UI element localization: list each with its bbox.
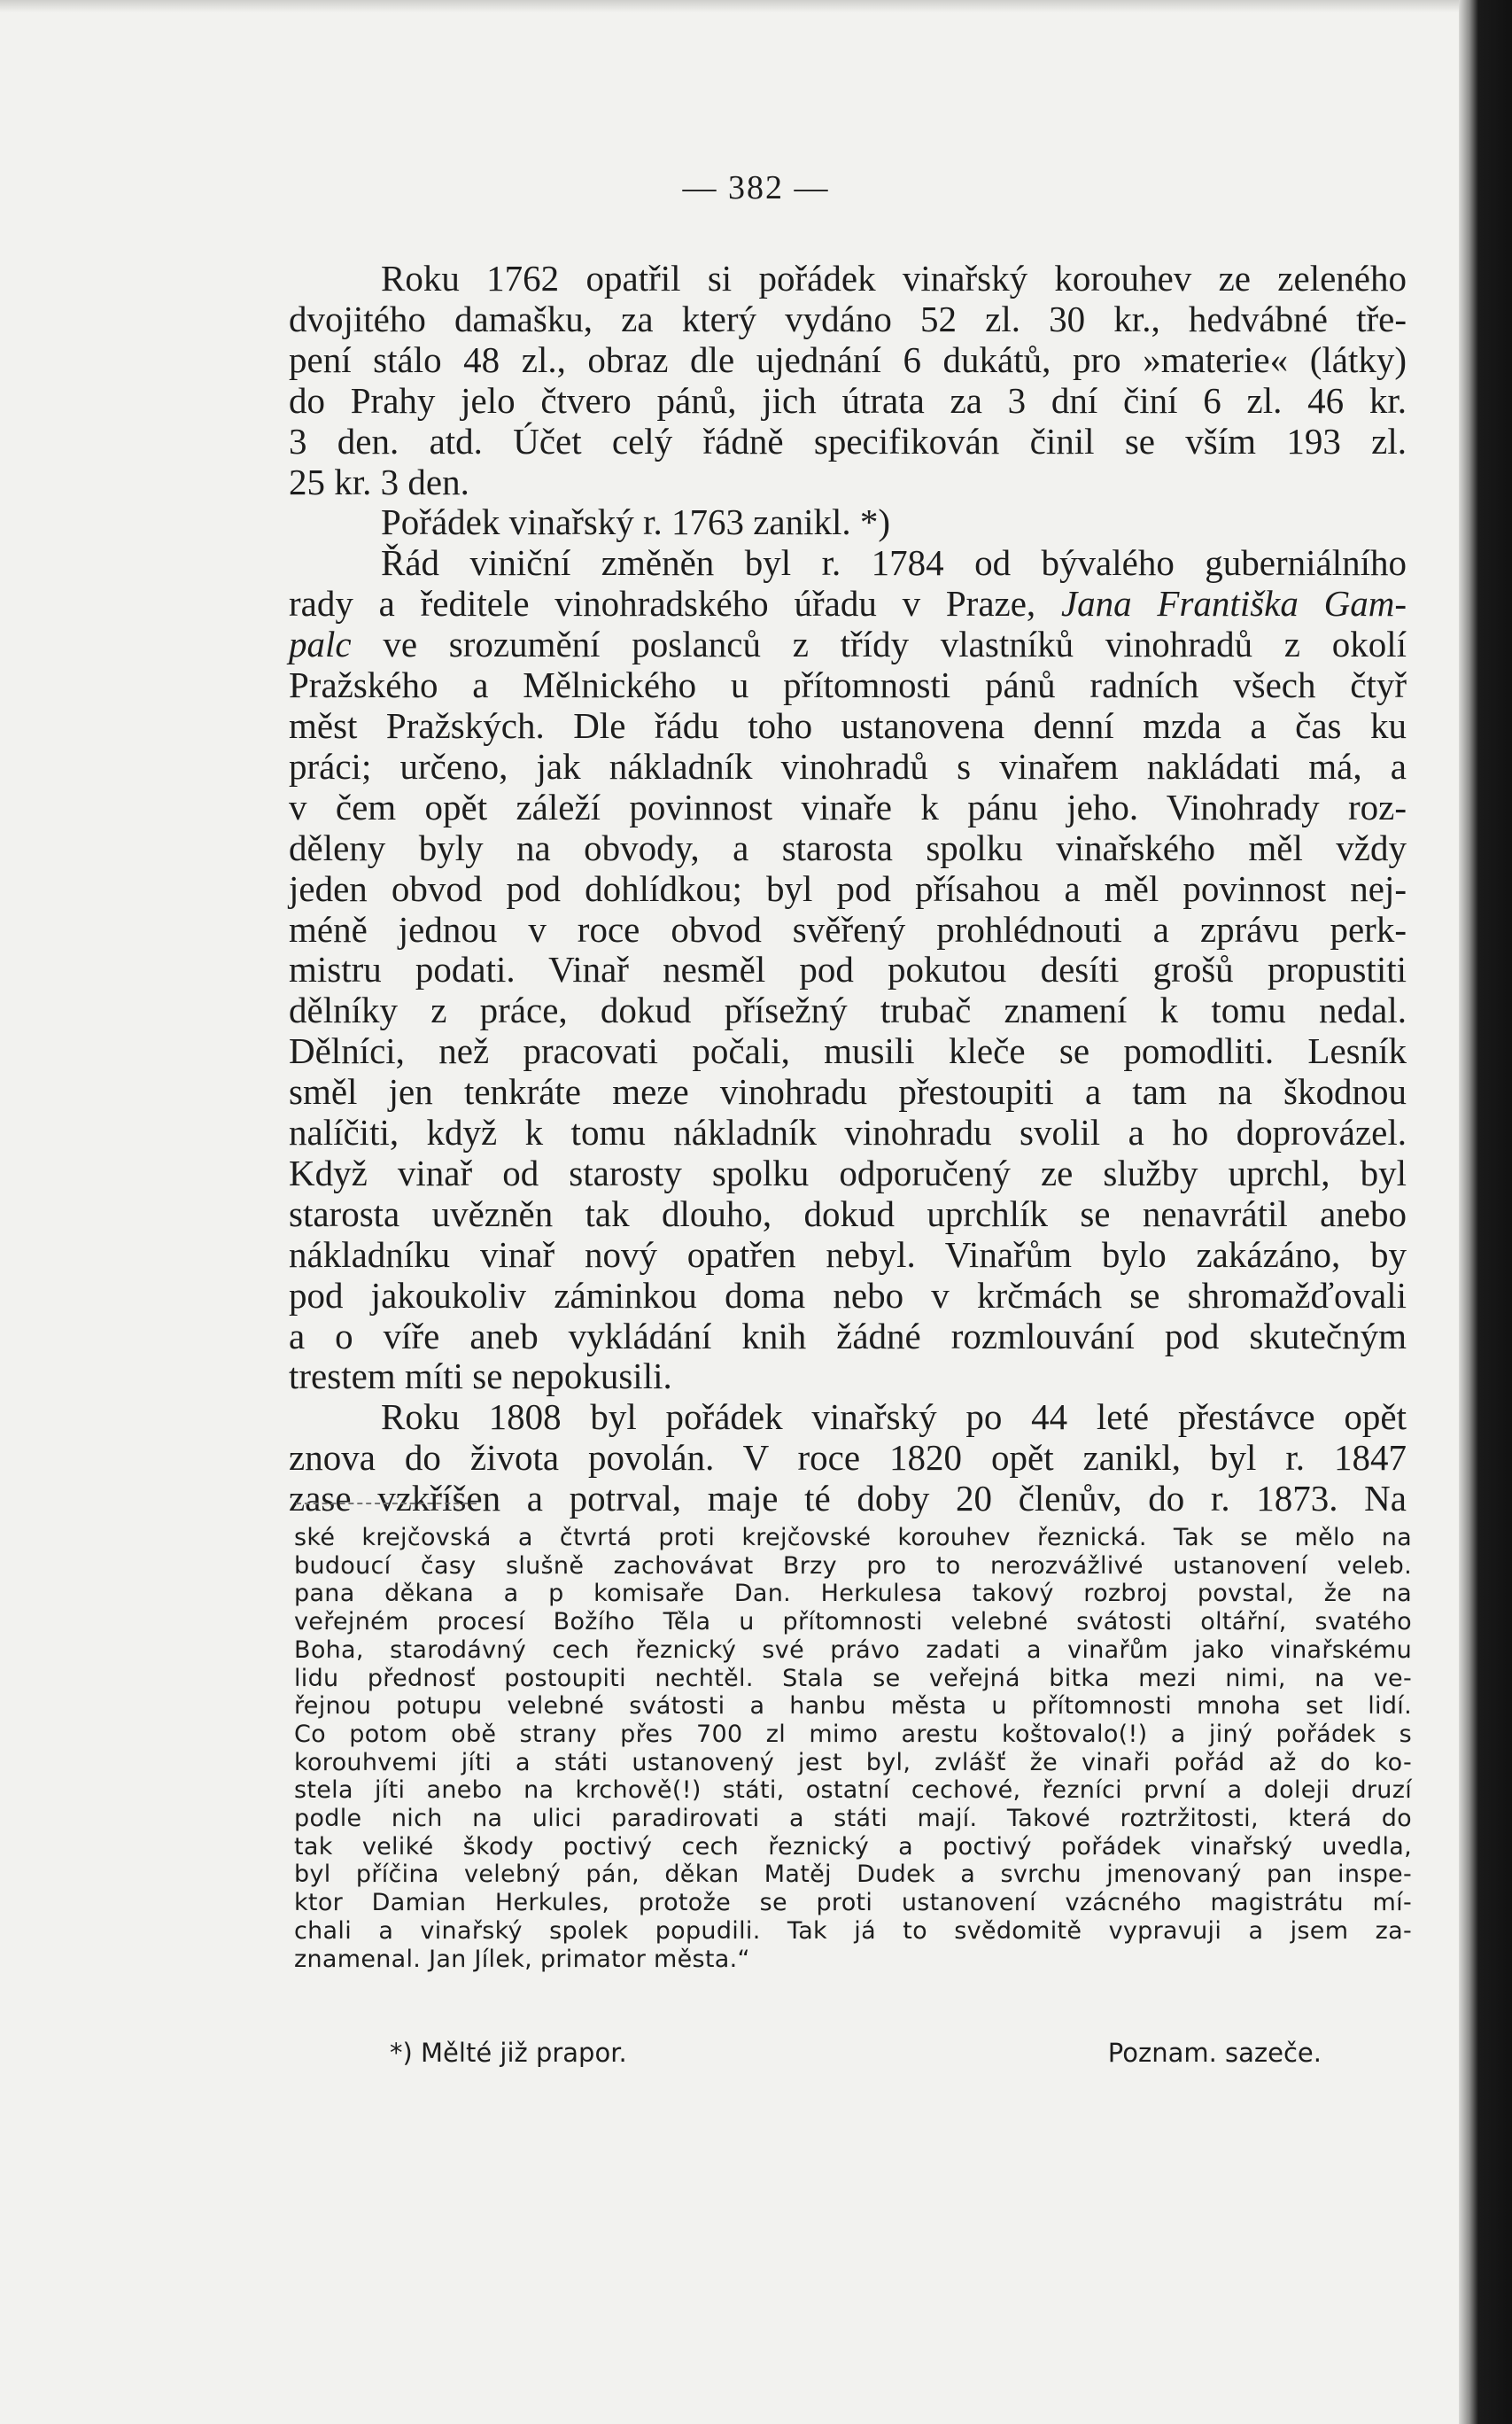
footnote-line: Boha, starodávný cech řeznický své právo zadati a vinařům jako vinařskému [294, 1635, 1412, 1664]
body-line: 25 kr. 3 den. [289, 461, 469, 502]
body-line: v čem opět záleží povinnost vinaře k pánu jeho. Vinohrady roz- [289, 786, 1407, 827]
body-line: Dělníci, než pracovati počali, musili kleče se pomodliti. Lesník [289, 1030, 1407, 1072]
footnote-line: ktor Damian Herkules, protože se proti ustanovení vzácného magistrátu mí- [294, 1889, 1412, 1917]
body-line: mistru podati. Vinař nesměl pod pokutou desíti grošů propustiti [289, 949, 1407, 991]
page-number: — 382 — [682, 169, 830, 206]
body-line: dělníky z práce, dokud přísežný trubač znamení k tomu nedal. [289, 990, 1407, 1031]
body-line: 3 den. atd. Účet celý řádně specifikován činil se vším 193 zl. [289, 420, 1407, 462]
body-line: práci; určeno, jak nákladník vinohradů s vinařem nakládati má, a [289, 745, 1407, 787]
body-line: znova do života povolán. V roce 1820 opět zanikl, byl r. 1847 [289, 1437, 1407, 1479]
body-line: starosta uvězněn tak dlouho, dokud uprchlík se nenavrátil anebo [289, 1193, 1407, 1234]
footnote-line: chali a vinařský spolek popudili. Tak já to svědomitě vypravuji a jsem za- [294, 1916, 1412, 1945]
person-name: Jana Františka Gam- [1060, 583, 1407, 625]
body-line: Pražského a Mělnického u přítomnosti pánů radních všech čtyř [289, 664, 1407, 706]
footnote-line: korouhvemi jíti a státi ustanovený jest byl, zvlášť že vinaři pořád až do ko- [294, 1748, 1412, 1776]
body-line: Roku 1808 byl pořádek vinařský po 44 leté přestávce opět [381, 1396, 1407, 1438]
body-line: Pořádek vinařský r. 1763 zanikl. *) [381, 501, 891, 543]
body-line: zase vzkříšen a potrval, maje té doby 20 členův, do r. 1873. Na [289, 1478, 1407, 1519]
footnote-marker-note: *) Mělté již prapor. [390, 2038, 627, 2068]
body-line-with-name [289, 584, 1407, 625]
footnote-line: stela jíti anebo na krchově(!) státi, ostatní cechové, řezníci první a doleji druzí [294, 1776, 1412, 1805]
body-line: děleny byly na obvody, a starosta spolku vinařského měl vždy [289, 827, 1407, 868]
body-line: pod jakoukoliv záminkou doma nebo v krčmách se shromažďovali [289, 1274, 1407, 1316]
footnote-line: pana děkana a p komisaře Dan. Herkulesa takový rozbroj povstal, že na [294, 1580, 1412, 1608]
typesetter-note: Poznam. sazeče. [1107, 2038, 1322, 2068]
footnote-line: tak veliké škody poctivý cech řeznický a poctivý pořádek vinařský uvedla, [294, 1832, 1412, 1861]
main-text [289, 259, 1407, 1519]
body-line: nalíčiti, když k tomu nákladník vinohradu svolil a ho doprovázel. [289, 1112, 1407, 1154]
body-line: do Prahy jelo čtvero pánů, jich útrata za 3 dní činí 6 zl. 46 kr. [289, 379, 1407, 421]
body-line: dvojitého damašku, za který vydáno 52 zl. 30 kr., hedvábné tře- [289, 298, 1407, 339]
footnote-line: řejnou potupu velebné svátosti a hanbu města u přítomnosti mnoha set lidí. [294, 1692, 1412, 1721]
footnote-line: veřejném procesí Božího Těla u přítomnosti velebné svátosti oltářní, svatého [294, 1608, 1412, 1636]
body-line: a o víře aneb vykládání knih žádné rozmlouvání pod skutečným [289, 1315, 1407, 1356]
body-line: Když vinař od starosty spolku odporučený ze služby uprchl, byl [289, 1152, 1407, 1193]
footnote-line: Co potom obě strany přes 700 zl mimo arestu koštovalo(!) a jiný pořádek s [294, 1720, 1412, 1748]
footnote-line: podle nich na ulici paradirovati a státi mají. Takové roztržitosti, která do [294, 1805, 1412, 1833]
body-line-with-name [289, 625, 1407, 665]
footnote-line: znamenal. Jan Jílek, primator města.“ [294, 1945, 750, 1973]
body-line-text: ve srozumění poslanců z třídy vlastníků vinohradů z okolí [383, 624, 1407, 665]
body-line: méně jednou v roce obvod svěřený prohlédnouti a zprávu perk- [289, 908, 1407, 950]
body-line: Roku 1762 opatřil si pořádek vinařský korouhev ze zeleného [381, 258, 1407, 299]
body-line: Řád viniční změněn byl r. 1784 od bývalého guberniálního [381, 542, 1407, 584]
body-line: jeden obvod pod dohlídkou; byl pod přísahou a měl povinnost nej- [289, 867, 1407, 909]
body-line: směl jen tenkráte meze vinohradu přestoupiti a tam na škodnou [289, 1071, 1407, 1113]
footnote-line: budoucí časy slušně zachovávat Brzy pro to nerozvážlivé ustanovení veleb. [294, 1551, 1412, 1580]
body-line: nákladníku vinař nový opatřen nebyl. Vinařům bylo zakázáno, by [289, 1233, 1407, 1275]
footnote-separator [296, 1503, 477, 1504]
footnote-line: byl příčina velebný pán, děkan Matěj Dudek a svrchu jmenovaný pan inspe- [294, 1861, 1412, 1889]
body-line: trestem míti se nepokusili. [289, 1356, 672, 1397]
body-line: měst Pražských. Dle řádu toho ustanovena denní mzda a čas ku [289, 704, 1407, 746]
page-binding-shadow [1459, 0, 1512, 2424]
footnote-line: lidu přednosť postoupiti nechtěl. Stala se veřejná bitka mezi nimi, na ve- [294, 1664, 1412, 1692]
footnote-line: ské krejčovská a čtvrtá proti krejčovské korouhev řeznická. Tak se mělo na [294, 1524, 1412, 1551]
footnote-text [294, 1524, 1412, 1973]
person-name: palc [289, 624, 352, 665]
body-line-text: rady a ředitele vinohradského úřadu v Praze, [289, 583, 1036, 625]
page-top-edge [0, 0, 1512, 12]
body-line: pení stálo 48 zl., obraz dle ujednání 6 dukátů, pro »materie« (látky) [289, 338, 1407, 380]
